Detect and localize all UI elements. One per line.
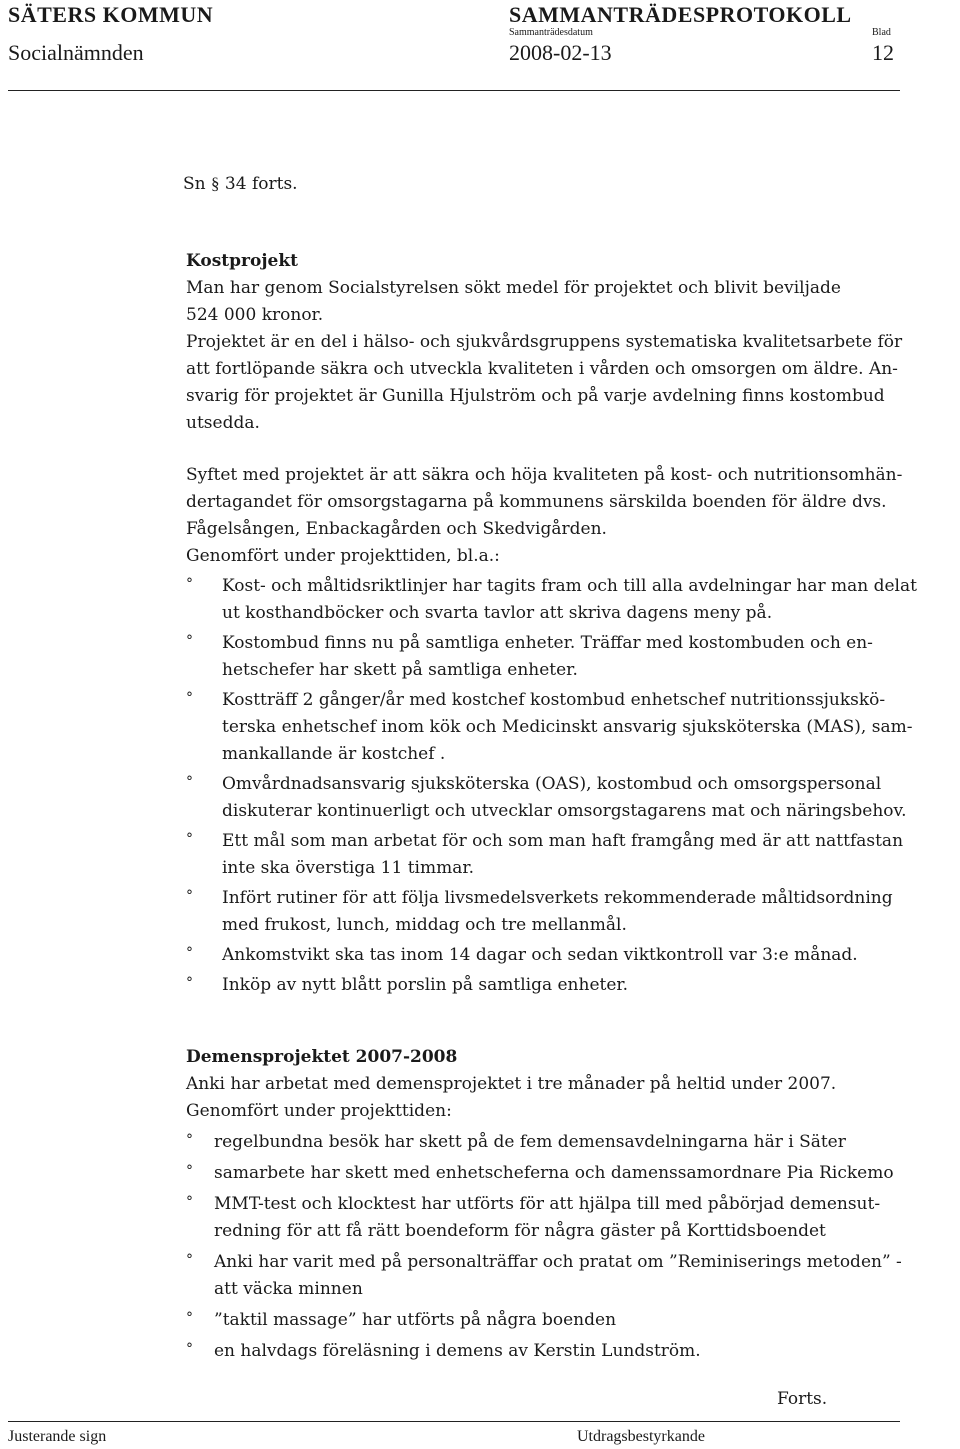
text-line: MMT-test och klocktest har utförts för att hjälpa till med påbörjad demensut- [214, 1194, 881, 1214]
footer-justerande-sign: Justerande sign [8, 1428, 107, 1445]
list-item [186, 1249, 902, 1303]
bullet-degree-icon: ° [186, 774, 193, 790]
date-label: Sammanträdesdatum [509, 27, 593, 38]
text-line: Infört rutiner för att följa livsmedelsverkets rekommenderade måltidsordning [222, 888, 893, 908]
continued-label: Forts. [777, 1389, 828, 1409]
list-item [186, 828, 917, 882]
section-symbol: § [211, 174, 220, 193]
bullet-degree-icon: ° [186, 945, 193, 961]
kostprojekt-heading: Kostprojekt [186, 251, 298, 271]
list-item [186, 972, 917, 999]
text-line: Genomfört under projekttiden: [186, 1101, 452, 1121]
text-line: Omvårdnadsansvarig sjuksköterska (OAS), kostombud och omsorgspersonal [222, 774, 882, 794]
kostprojekt-paragraph-2 [186, 462, 902, 570]
text-line: terska enhetschef inom kök och Medicinskt ansvarig sjuksköterska (MAS), sam- [222, 717, 913, 737]
text-line: Projektet är en del i hälso- och sjukvårdsgruppens systematiska kvalitetsarbete för [186, 332, 903, 352]
text-line: utsedda. [186, 413, 260, 433]
list-item [186, 1307, 902, 1334]
text-line: regelbundna besök har skett på de fem demensavdelningarna här i Säter [214, 1132, 846, 1152]
text-line: Inköp av nytt blått porslin på samtliga enheter. [222, 975, 629, 995]
text-line: inte ska överstiga 11 timmar. [222, 858, 475, 878]
list-item [186, 771, 917, 825]
bullet-degree-icon: ° [186, 975, 193, 991]
text-line: Anki har varit med på personalträffar och pratat om ”Reminiserings metoden” - [214, 1252, 902, 1272]
footer-utdragsbestyrkande: Utdragsbestyrkande [577, 1428, 705, 1445]
demensprojektet-bullet-list [186, 1129, 902, 1365]
text-line: Kostombud finns nu på samtliga enheter. Träffar med kostombuden och en- [222, 633, 873, 653]
list-item [186, 687, 917, 768]
list-item [186, 1129, 902, 1156]
demensprojektet-intro [186, 1071, 836, 1125]
text-line: ut kosthandböcker och svarta tavlor att skriva dagens meny på. [222, 603, 773, 623]
text-line: 524 000 kronor. [186, 305, 324, 325]
list-item [186, 630, 917, 684]
text-line: diskuterar kontinuerligt och utvecklar omsorgstagarens mat och näringsbehov. [222, 801, 907, 821]
text-line: svarig för projektet är Gunilla Hjulström och på varje avdelning finns kostombud [186, 386, 885, 406]
text-line: dertagandet för omsorgstagarna på kommunens särskilda boenden för äldre dvs. [186, 492, 887, 512]
bullet-degree-icon: ° [186, 1341, 193, 1357]
text-line: Fågelsången, Enbackagården och Skedvigården. [186, 519, 607, 539]
text-line: Genomfört under projekttiden, bl.a.: [186, 546, 500, 566]
text-line: Syftet med projektet är att säkra och höja kvaliteten på kost- och nutritionsomhän- [186, 465, 903, 485]
header-divider [8, 90, 900, 91]
bullet-degree-icon: ° [186, 888, 193, 904]
bullet-degree-icon: ° [186, 1163, 193, 1179]
text-line: med frukost, lunch, middag och tre mellanmål. [222, 915, 627, 935]
meeting-date: 2008-02-13 [509, 40, 612, 65]
text-line: en halvdags föreläsning i demens av Kerstin Lundström. [214, 1341, 701, 1361]
text-line: ”taktil massage” har utförts på några boenden [214, 1310, 617, 1330]
text-line: samarbete har skett med enhetscheferna och damenssamordnare Pia Rickemo [214, 1163, 894, 1183]
text-line: Ankomstvikt ska tas inom 14 dagar och sedan viktkontroll var 3:e månad. [222, 945, 858, 965]
bullet-degree-icon: ° [186, 576, 193, 592]
kostprojekt-paragraph-1 [186, 275, 902, 437]
text-line: redning för att få rätt boendeform för några gäster på Korttidsboendet [214, 1221, 826, 1241]
bullet-degree-icon: ° [186, 1252, 193, 1268]
bullet-degree-icon: ° [186, 1132, 193, 1148]
committee-name: Socialnämnden [8, 40, 144, 65]
list-item [186, 942, 917, 969]
list-item [186, 573, 917, 627]
text-line: Ett mål som man arbetat för och som man haft framgång med är att nattfastan [222, 831, 904, 851]
section-reference [183, 170, 298, 198]
document-type: SAMMANTRÄDESPROTOKOLL [509, 2, 852, 27]
text-line: att väcka minnen [214, 1279, 363, 1299]
footer-divider [8, 1421, 900, 1422]
text-line: Kost- och måltidsriktlinjer har tagits fram och till alla avdelningar har man delat [222, 576, 917, 596]
demensprojektet-heading: Demensprojektet 2007-2008 [186, 1047, 458, 1067]
page-label: Blad [872, 27, 891, 38]
section-prefix: Sn [183, 174, 206, 194]
bullet-degree-icon: ° [186, 1310, 193, 1326]
page-number: 12 [872, 40, 894, 65]
bullet-degree-icon: ° [186, 690, 193, 706]
text-line: Man har genom Socialstyrelsen sökt medel för projektet och blivit beviljade [186, 278, 841, 298]
text-line: mankallande är kostchef . [222, 744, 446, 764]
text-line: Anki har arbetat med demensprojektet i tre månader på heltid under 2007. [186, 1074, 837, 1094]
text-line: att fortlöpande säkra och utveckla kvaliteten i vården och omsorgen om äldre. An- [186, 359, 898, 379]
list-item [186, 1191, 902, 1245]
text-line: Kostträff 2 gånger/år med kostchef kostombud enhetschef nutritionssjukskö- [222, 690, 886, 710]
list-item [186, 1338, 902, 1365]
list-item [186, 1160, 902, 1187]
section-number: 34 forts. [224, 174, 298, 194]
list-item [186, 885, 917, 939]
bullet-degree-icon: ° [186, 1194, 193, 1210]
text-line: hetschefer har skett på samtliga enheter. [222, 660, 578, 680]
bullet-degree-icon: ° [186, 831, 193, 847]
municipality-name: SÄTERS KOMMUN [8, 2, 214, 27]
kostprojekt-bullet-list [186, 573, 917, 999]
bullet-degree-icon: ° [186, 633, 193, 649]
